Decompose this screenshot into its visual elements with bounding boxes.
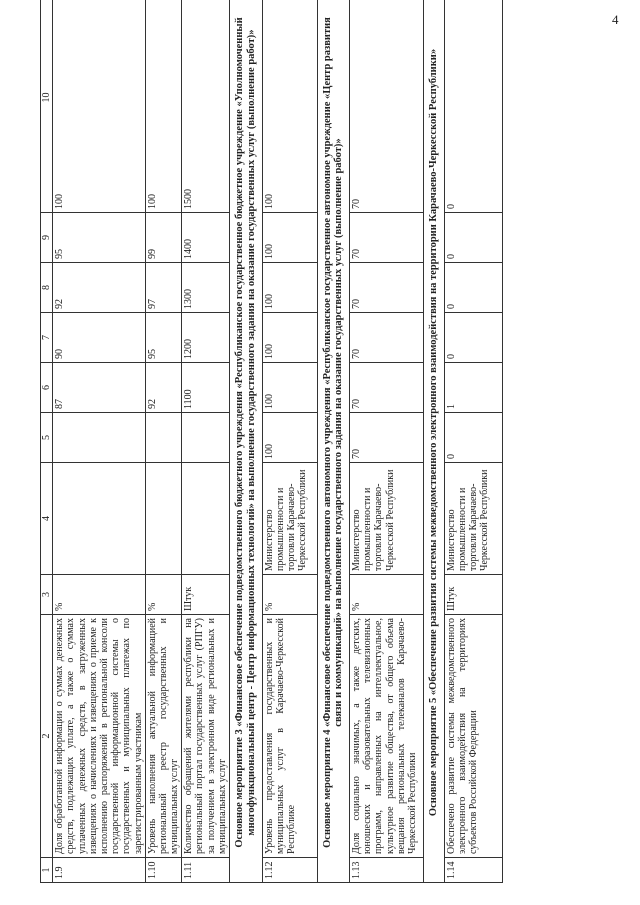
unit-cell: % (262, 575, 317, 615)
value-cell: 70 (350, 0, 424, 213)
table-row (53, 0, 146, 883)
column-numbers-row (41, 0, 53, 883)
value-cell: 100 (262, 313, 317, 363)
unit-cell: Штук (444, 575, 502, 615)
row-number: 1.11 (182, 858, 230, 883)
section-row (230, 0, 263, 883)
table-row (262, 0, 317, 883)
executor-cell: Министерство промышленности и торговли Карачаево-Черкесской Республики (350, 463, 424, 575)
section-4-heading: Основное мероприятие 4 «Финансовое обеспечение подведомственного автономного учреждения «Республиканское государственное автономное учреждение «Центр развития связи и коммуникаций» на выполнение государственного задания на оказание государственных услуг (выполнение работ)» (317, 0, 350, 883)
row-number: 1.9 (53, 858, 146, 883)
value-cell: 87 (53, 363, 146, 413)
value-cell: 0 (444, 413, 502, 463)
value-cell: 1300 (182, 263, 230, 313)
indicator-name: Доля обработанной информации о суммах денежных средств, подлежащих уплате, а также о суммах уплаченных денежных средств, в загруженных извещениях о начислениях и извещениях о приеме к исполнению распоряжений в региональной консоли государственной информационной системы о государственных и муниципальных платежах по зарегистрированным участникам (53, 615, 146, 858)
page-number: 4 (612, 12, 619, 27)
value-cell: 70 (350, 363, 424, 413)
value-cell (53, 413, 146, 463)
header-cell: 9 (41, 213, 53, 263)
executor-cell (182, 463, 230, 575)
value-cell: 70 (350, 213, 424, 263)
value-cell: 92 (53, 263, 146, 313)
indicator-name: Обеспечено развитие системы межведомственного электронного взаимодействия на территориях субъектов Российской Федерации (444, 615, 502, 858)
value-cell: 100 (262, 363, 317, 413)
value-cell: 1 (444, 363, 502, 413)
value-cell: 100 (262, 263, 317, 313)
executor-cell (53, 463, 146, 575)
unit-cell: % (350, 575, 424, 615)
table-row (350, 0, 424, 883)
row-number: 1.10 (145, 858, 182, 883)
value-cell: 99 (145, 213, 182, 263)
header-cell: 10 (41, 0, 53, 213)
table-row (145, 0, 182, 883)
section-5-heading: Основное мероприятие 5 «Обеспечение развития системы межведомственного электронного взаимодействия на территории Карачаево-Черкесской Республики» (424, 0, 445, 883)
indicator-name: Уровень предоставления государственных и муниципальных услуг в Карачаево-Черкесской Республике (262, 615, 317, 858)
value-cell: 92 (145, 363, 182, 413)
value-cell: 95 (145, 313, 182, 363)
indicators-table (40, 0, 503, 883)
value-cell: 1100 (182, 363, 230, 413)
header-cell: 1 (41, 858, 53, 883)
indicator-name: Доля социально значимых, а также детских, юношеских и образовательных телевизионных программ, направленных на интеллектуальное, культурное развитие общества, от общего объема вещания региональных телеканалов Карачаево-Черкесской Республики (350, 615, 424, 858)
landscape-table-wrapper (40, 17, 620, 883)
value-cell: 0 (444, 213, 502, 263)
header-cell: 5 (41, 413, 53, 463)
value-cell: 100 (262, 213, 317, 263)
value-cell: 100 (53, 0, 146, 213)
executor-cell (145, 463, 182, 575)
value-cell (182, 413, 230, 463)
value-cell: 97 (145, 263, 182, 313)
value-cell: 1400 (182, 213, 230, 263)
unit-cell: Штук (182, 575, 230, 615)
value-cell: 0 (444, 263, 502, 313)
value-cell: 100 (262, 413, 317, 463)
value-cell: 70 (350, 313, 424, 363)
table-row (444, 0, 502, 883)
section-row (317, 0, 350, 883)
value-cell: 1200 (182, 313, 230, 363)
header-cell: 2 (41, 615, 53, 858)
header-cell: 4 (41, 463, 53, 575)
executor-cell: Министерство промышленности и торговли Карачаево-Черкесской Республики (262, 463, 317, 575)
row-number: 1.12 (262, 858, 317, 883)
unit-cell: % (145, 575, 182, 615)
table-row (182, 0, 230, 883)
header-cell: 3 (41, 575, 53, 615)
header-cell: 8 (41, 263, 53, 313)
row-number: 1.13 (350, 858, 424, 883)
row-number: 1.14 (444, 858, 502, 883)
value-cell: 0 (444, 313, 502, 363)
section-3-heading: Основное мероприятие 3 «Финансовое обеспечение подведомственного бюджетного учреждения «Республиканское государственное бюджетное учреждение «Уполномоченный многофункциональный центр - Центр информационных технологий» на выполнение государственного задания на оказание государственных услуг (выполнение работ)» (230, 0, 263, 883)
value-cell: 90 (53, 313, 146, 363)
value-cell: 0 (444, 0, 502, 213)
header-cell: 7 (41, 313, 53, 363)
header-cell: 6 (41, 363, 53, 413)
indicator-name: Уровень наполнения актуальной информацией региональный реестр государственных и муниципальных услуг (145, 615, 182, 858)
value-cell (145, 413, 182, 463)
indicator-name: Количество обращений жителями республики на региональный портал государственных услуг (РПГУ) за получением в электронном виде региональных и муниципальных услуг (182, 615, 230, 858)
section-row (424, 0, 445, 883)
value-cell: 100 (145, 0, 182, 213)
unit-cell: % (53, 575, 146, 615)
value-cell: 95 (53, 213, 146, 263)
executor-cell: Министерство промышленности и торговли Карачаево-Черкесской Республики (444, 463, 502, 575)
value-cell: 100 (262, 0, 317, 213)
value-cell: 70 (350, 263, 424, 313)
value-cell: 1500 (182, 0, 230, 213)
value-cell: 70 (350, 413, 424, 463)
